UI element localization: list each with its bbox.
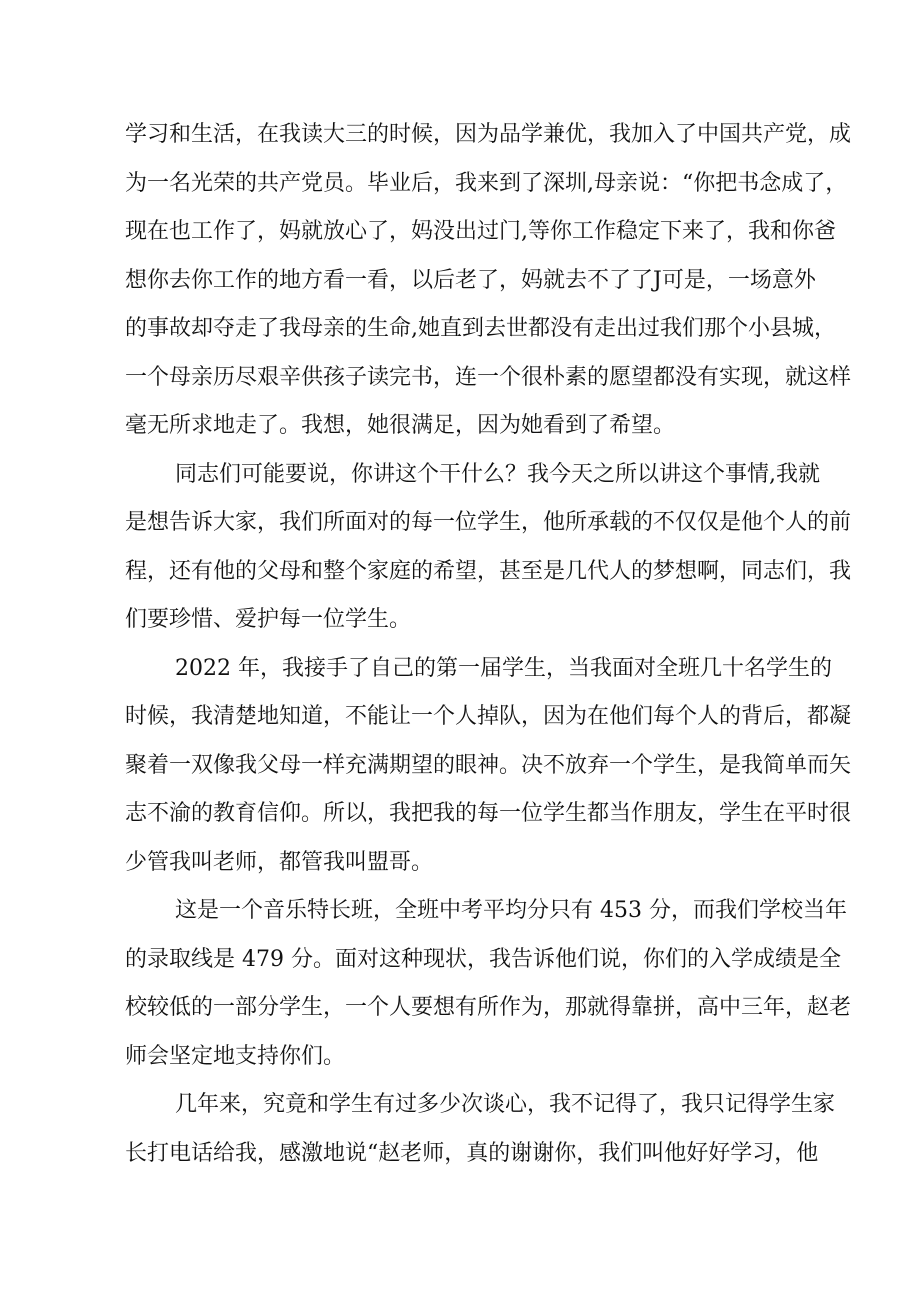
text-line: 时候，我清楚地知道，不能让一个人掉队，因为在他们每个人的背后，都凝 <box>125 704 852 729</box>
text-line: 师会坚定地支持你们。 <box>125 1043 346 1069</box>
text-line: 的录取线是 479 分。面对这种现状，我告诉他们说，你们的入学成绩是全 <box>125 946 841 972</box>
text-line: 聚着一双像我父母一样充满期望的眼神。决不放弃一个学生，是我简单而矢 <box>125 752 852 778</box>
text-line: 们要珍惜、爱护每一位学生。 <box>125 607 412 632</box>
text-line: 几年来，究竟和学生有过多少次谈心，我不记得了，我只记得学生家 <box>175 1092 836 1117</box>
text-line: 为一名光荣的共产党员。毕业后，我来到了深圳,母亲说：“你把书念成了， <box>125 170 848 196</box>
paragraph <box>125 645 852 888</box>
text-line: 程，还有他的父母和整个家庭的希望，甚至是几代人的梦想啊，同志们，我 <box>125 558 852 584</box>
text-line: 一个母亲历尽艰辛供孩子读完书，连一个很朴素的愿望都没有实现，就这样 <box>125 364 852 390</box>
text-line: 毫无所求地走了。我想，她很满足，因为她看到了希望。 <box>125 413 676 438</box>
text-line: 想你去你工作的地方看一看，以后老了，妈就去不了了J可是，一场意外 <box>125 267 816 293</box>
text-line: 的事故却夺走了我母亲的生命,她直到去世都没有走出过我们那个小县城， <box>125 316 836 341</box>
text-line: 少管我叫老师，都管我叫盟哥。 <box>125 849 434 875</box>
document-page <box>125 111 852 1178</box>
text-line: 这是一个音乐特长班，全班中考平均分只有 453 分，而我们学校当年 <box>175 898 847 923</box>
text-line: 现在也工作了，妈就放心了，妈没出过门,等你工作稳定下来了，我和你爸 <box>125 219 836 244</box>
paragraph <box>125 887 852 1081</box>
text-line: 同志们可能要说，你讲这个干什么？我今天之所以讲这个事情,我就 <box>175 461 820 487</box>
paragraph <box>125 1081 836 1178</box>
text-line: 长打电话给我，感激地说“赵老师，真的谢谢你，我们叫他好好学习，他 <box>125 1140 819 1166</box>
paragraph <box>125 111 852 451</box>
text-line: 学习和生活，在我读大三的时候，因为品学兼优，我加入了中国共产党，成 <box>125 122 852 147</box>
paragraph <box>125 451 852 645</box>
text-line: 2022 年，我接手了自己的第一届学生，当我面对全班几十名学生的 <box>175 655 832 681</box>
text-line: 校较低的一部分学生，一个人要想有所作为，那就得靠拼，高中三年，赵老 <box>125 995 852 1020</box>
text-line: 志不渝的教育信仰。所以，我把我的每一位学生都当作朋友，学生在平时很 <box>125 801 852 826</box>
text-line: 是想告诉大家，我们所面对的每一位学生，他所承载的不仅仅是他个人的前 <box>125 510 852 535</box>
